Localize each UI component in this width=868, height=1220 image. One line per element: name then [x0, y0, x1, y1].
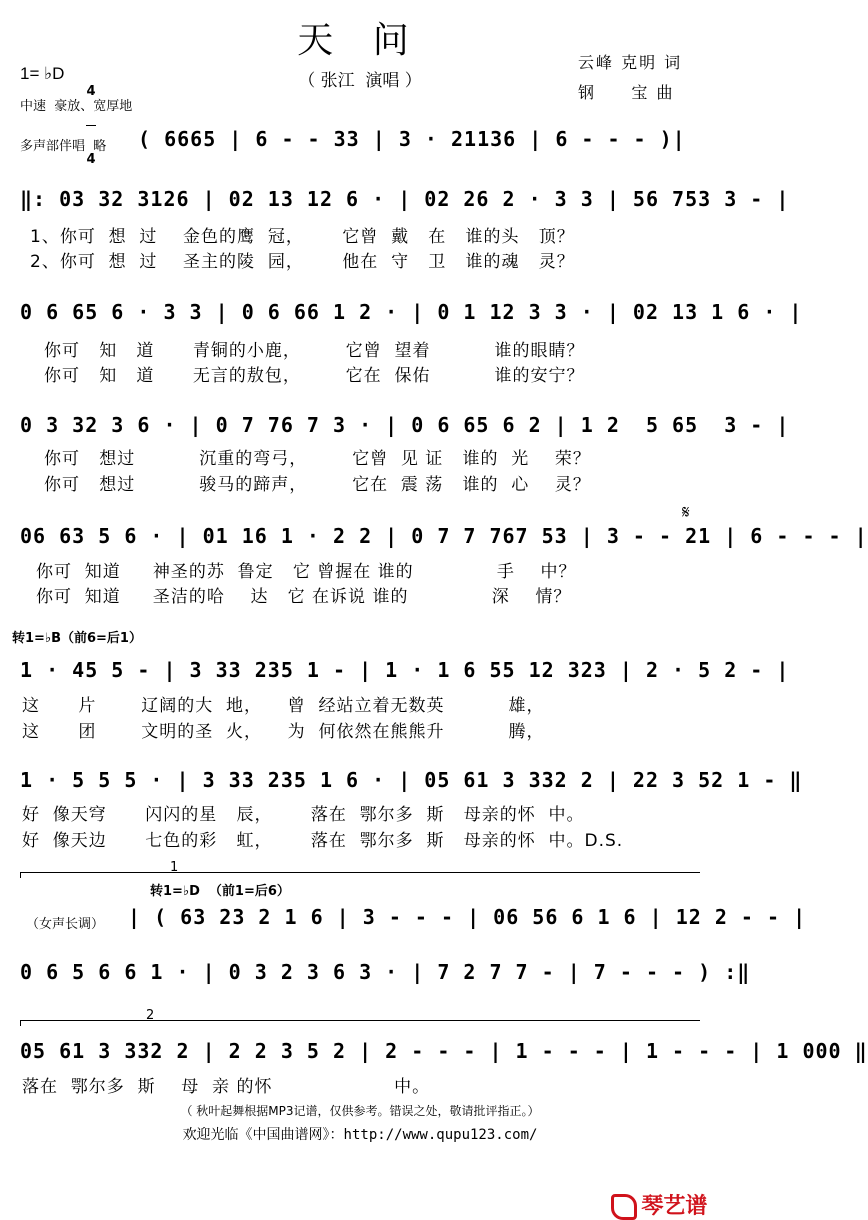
second-ending-bracket [20, 1020, 21, 1026]
meter-line [86, 125, 96, 126]
meter-bottom: 4 [86, 152, 96, 167]
first-ending-line [20, 872, 700, 873]
system-6-notes: 1 · 5 5 5 · | 3 33 235 1 6 · | 05 61 3 332 2 | 22 3 52 1 - ‖ [20, 768, 803, 792]
tempo-marking: 中速 豪放、宽厚地 [20, 99, 133, 114]
system-7-notes: | ( 63 23 2 1 6 | 3 - - - | 06 56 6 1 6 | 12 2 - - | [128, 905, 807, 929]
system-5-lyric-1: 这 片 辽阔的大 地， 曾 经站立着无数英 雄， [22, 696, 545, 716]
system-1-lyric-2: 2、你可 想 过 圣主的陵 园， 他在 守 卫 谁的魂 灵？ [30, 252, 575, 272]
modulation-marking-2: 转1=♭D （前1=后6） [150, 884, 290, 899]
composer-credit: 钢 宝 曲 [578, 83, 675, 102]
modulation-marking-1: 转1=♭B（前6=后1） [12, 631, 142, 646]
intro-notes: ( 6665 | 6 - - 33 | 3 · 21136 | 6 - - - )| [138, 127, 686, 151]
system-6-lyric-1: 好 像天穹 闪闪的星 辰， 落在 鄂尔多 斯 母亲的怀 中。 [22, 805, 585, 825]
system-5-notes: 1 · 45 5 - | 3 33 235 1 - | 1 · 1 6 55 12 323 | 2 · 5 2 - | [20, 658, 790, 682]
system-8-notes: 0 6 5 6 6 1 · | 0 3 2 3 6 3 · | 7 2 7 7 - | 7 - - - ) :‖ [20, 960, 751, 984]
system-1-lyric-1: 1、你可 想 过 金色的鹰 冠， 它曾 戴 在 谁的头 顶？ [30, 227, 575, 247]
system-2-notes: 0 6 65 6 · 3 3 | 0 6 66 1 2 · | 0 1 12 3 3 · | 02 13 1 6 · | [20, 300, 803, 324]
system-3-notes: 0 3 32 3 6 · | 0 7 76 7 3 · | 0 6 65 6 2 | 1 2 5 65 3 - | [20, 413, 790, 437]
second-ending-number: 2 [146, 1008, 155, 1023]
key-signature: 1= ♭D [20, 64, 65, 83]
song-title: 天 问 [297, 20, 423, 61]
intro-label: 多声部伴唱 略 [20, 139, 107, 154]
first-ending-number: 1 [170, 860, 179, 875]
system-4-lyric-1: 你可 知道 神圣的苏 鲁定 它 曾握在 谁的 手 中？ [36, 562, 577, 582]
site-welcome-link[interactable]: 欢迎光临《中国曲谱网》：http://www.qupu123.com/ [182, 1127, 538, 1143]
logo-text: 琴艺谱 [641, 1194, 708, 1219]
system-9-lyric-1: 落在 鄂尔多 斯 母 亲 的怀 中。 [22, 1077, 431, 1097]
meter-top: 4 [86, 84, 96, 99]
system-3-lyric-2: 你可 想过 骏马的蹄声， 它在 震 荡 谁的 心 灵？ [44, 475, 591, 495]
logo-icon [611, 1194, 637, 1220]
system-1-notes: ‖: 03 32 3126 | 02 13 12 6 · | 02 26 2 · 3 3 | 56 753 3 - | [20, 187, 790, 211]
system-6-lyric-2: 好 像天边 七色的彩 虹， 落在 鄂尔多 斯 母亲的怀 中。D.S. [22, 831, 624, 851]
site-logo [596, 1164, 707, 1220]
lyricist-credit: 云峰 克明 词 [578, 53, 683, 72]
transcriber-note: （ 秋叶起舞根据MP3记谱，仅供参考。错误之处，敬请批评指正。） [180, 1104, 540, 1118]
segno-sign: 𝄋 [682, 502, 690, 523]
system-2-lyric-2: 你可 知 道 无言的敖包， 它在 保佑 谁的安宁？ [44, 366, 585, 386]
system-5-lyric-2: 这 团 文明的圣 火， 为 何依然在熊熊升 腾， [22, 722, 545, 742]
system-9-notes: 05 61 3 332 2 | 2 2 3 5 2 | 2 - - - | 1 - - - | 1 - - - | 1 000 ‖ [20, 1039, 868, 1063]
system-3-lyric-1: 你可 想过 沉重的弯弓， 它曾 见 证 谁的 光 荣？ [44, 449, 591, 469]
first-ending-bracket [20, 872, 21, 878]
time-signature [86, 59, 96, 179]
system-2-lyric-1: 你可 知 道 青铜的小鹿， 它曾 望着 谁的眼睛？ [44, 341, 585, 361]
singer-credit: （ 张江 演唱 ） [298, 71, 422, 91]
system-4-lyric-2: 你可 知道 圣洁的哈 达 它 在诉说 谁的 深 情？ [36, 587, 572, 607]
second-ending-line [20, 1020, 700, 1021]
female-voice-label: （女声长调） [26, 917, 105, 932]
system-4-notes: 06 63 5 6 · | 01 16 1 · 2 2 | 0 7 7 767 53 | 3 - - 21 | 6 - - - | [20, 524, 868, 548]
